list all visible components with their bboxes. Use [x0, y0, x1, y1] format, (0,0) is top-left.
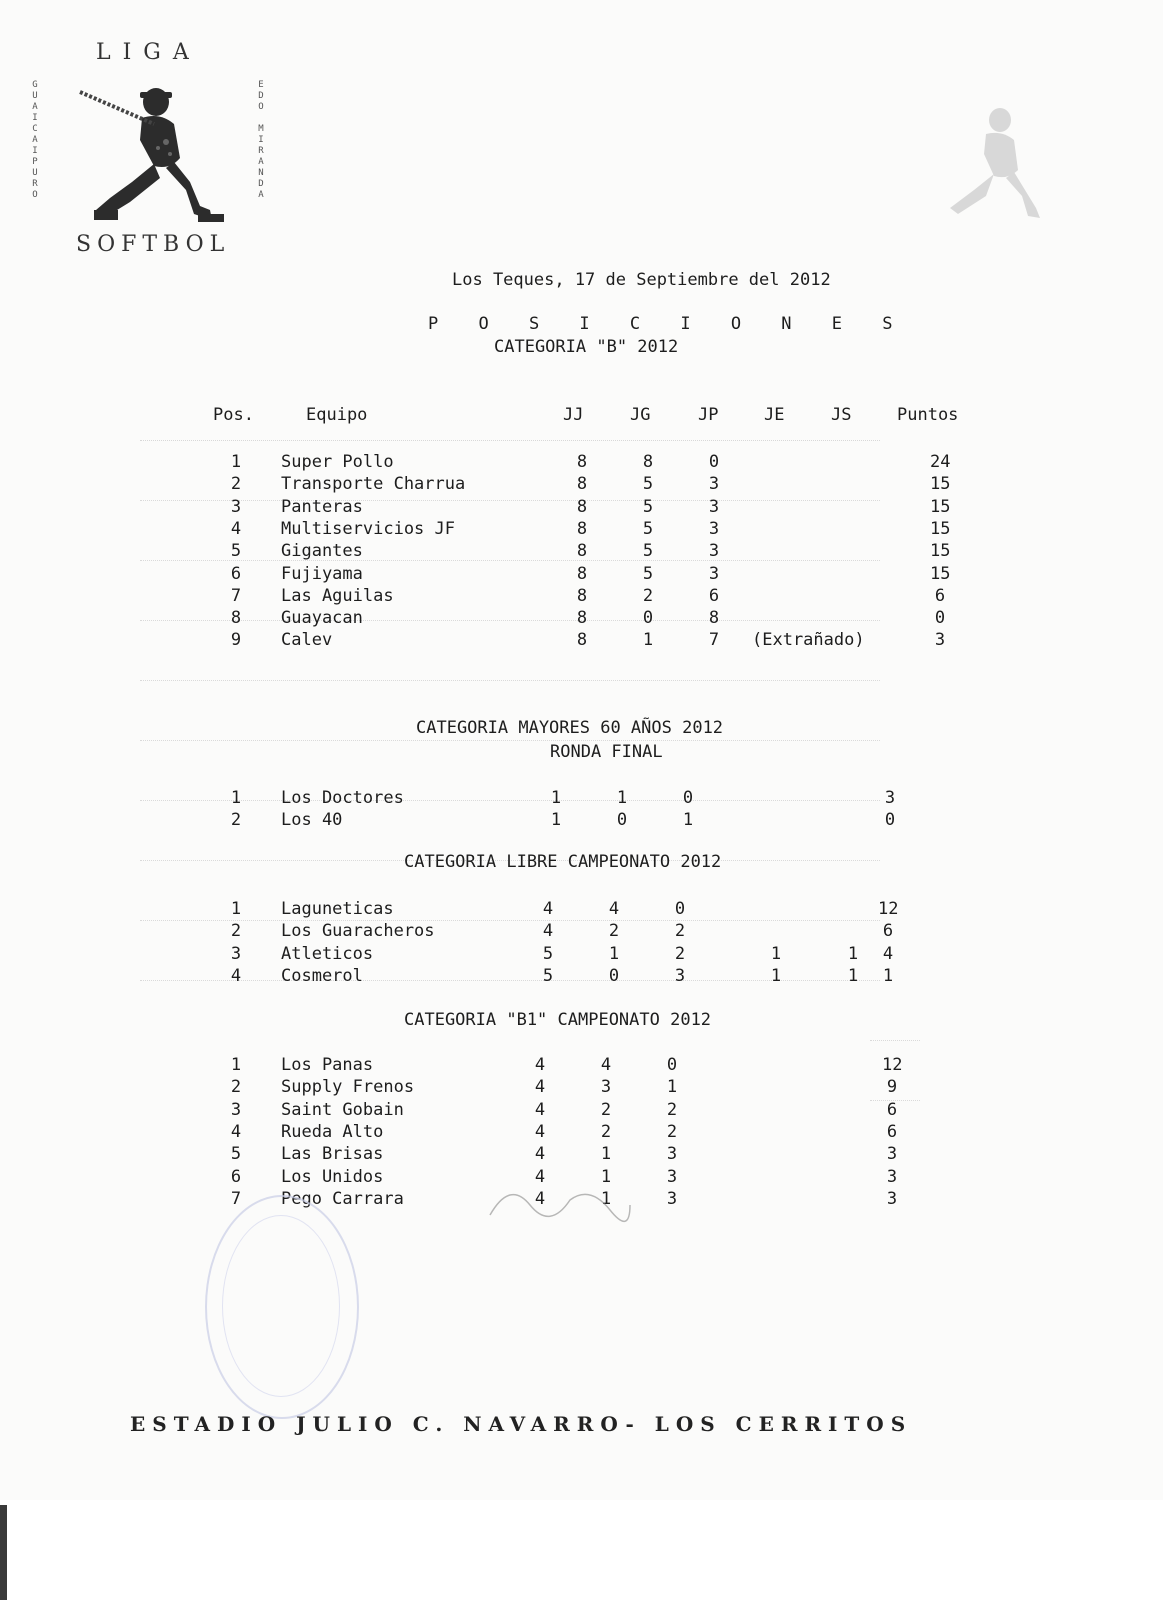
- team-cell: Supply Frenos: [281, 1077, 415, 1098]
- jj-cell: 8: [576, 518, 588, 539]
- jp-cell: 3: [708, 518, 720, 539]
- pos-cell: 8: [230, 608, 242, 629]
- points-cell: 3: [884, 788, 896, 808]
- jj-cell: 4: [542, 921, 554, 942]
- jg-cell: 0: [608, 965, 620, 986]
- jg-cell: 2: [642, 585, 654, 606]
- points-cell: 0: [934, 608, 946, 629]
- cat-mayores-subtitle: RONDA FINAL: [550, 742, 663, 762]
- points-cell: 9: [886, 1077, 898, 1098]
- jj-cell: 5: [542, 943, 554, 964]
- pos-cell: 7: [230, 585, 242, 606]
- team-cell: Saint Gobain: [281, 1099, 404, 1120]
- jg-cell: 5: [642, 563, 654, 584]
- team-cell: Transporte Charrua: [281, 474, 466, 495]
- team-cell: Los Panas: [281, 1055, 374, 1075]
- team-cell: Panteras: [281, 496, 363, 517]
- jg-cell: 5: [642, 496, 654, 517]
- pos-cell: 5: [230, 541, 242, 562]
- team-cell: Guayacan: [281, 608, 363, 629]
- js-cell: 1: [847, 943, 859, 964]
- col-jp: JP: [698, 405, 719, 425]
- jg-cell: 1: [600, 1144, 612, 1165]
- jp-cell: 2: [674, 921, 686, 942]
- pos-cell: 2: [230, 474, 242, 495]
- jp-cell: 8: [708, 608, 720, 629]
- team-cell: Rueda Alto: [281, 1121, 384, 1142]
- softball-batter-icon: [70, 78, 260, 230]
- points-cell: 15: [930, 563, 951, 584]
- jp-cell: 3: [674, 965, 686, 986]
- js-cell: 1: [847, 965, 859, 986]
- team-cell: Los Guaracheros: [281, 921, 435, 942]
- pos-cell: 4: [230, 518, 242, 539]
- jg-cell: 4: [608, 899, 620, 919]
- points-cell: 3: [934, 630, 946, 651]
- pos-cell: 7: [230, 1188, 242, 1209]
- jg-cell: 1: [600, 1188, 612, 1209]
- points-cell: 12: [882, 1055, 903, 1075]
- jj-cell: 8: [576, 541, 588, 562]
- col-puntos: Puntos: [897, 405, 959, 425]
- logo-right-vertical-text: E D O M I R A N D A: [258, 80, 264, 200]
- cat-libre-title: CATEGORIA LIBRE CAMPEONATO 2012: [404, 852, 722, 872]
- jp-cell: 0: [682, 788, 694, 808]
- col-js: JS: [831, 405, 852, 425]
- scan-edge: [0, 1505, 7, 1600]
- jj-cell: 4: [534, 1188, 546, 1209]
- team-cell: Las Aguilas: [281, 585, 394, 606]
- jj-cell: 5: [542, 965, 554, 986]
- pos-cell: 1: [230, 452, 242, 472]
- official-stamp-inner-ring: [222, 1215, 340, 1397]
- points-cell: 6: [934, 585, 946, 606]
- points-cell: 1: [882, 965, 894, 986]
- jp-cell: 7: [708, 630, 720, 651]
- jg-cell: 1: [616, 788, 628, 808]
- jj-cell: 4: [534, 1055, 546, 1075]
- points-cell: 24: [930, 452, 951, 472]
- jp-cell: 3: [666, 1188, 678, 1209]
- pos-cell: 6: [230, 1166, 242, 1187]
- jp-cell: 3: [666, 1144, 678, 1165]
- jj-cell: 4: [534, 1077, 546, 1098]
- points-cell: 15: [930, 518, 951, 539]
- jg-cell: 5: [642, 518, 654, 539]
- cat-b1-title: CATEGORIA "B1" CAMPEONATO 2012: [404, 1010, 712, 1030]
- jj-cell: 4: [534, 1144, 546, 1165]
- logo-left-vertical-text: G U A I C A I P U R O: [32, 80, 38, 200]
- jp-cell: 0: [674, 899, 686, 919]
- pos-cell: 2: [230, 1077, 242, 1098]
- logo-softbol-text: SOFTBOL: [76, 232, 231, 257]
- jp-cell: 3: [666, 1166, 678, 1187]
- col-jj: JJ: [563, 405, 584, 425]
- col-jg: JG: [630, 405, 651, 425]
- team-cell: Calev: [281, 630, 333, 651]
- jj-cell: 1: [550, 788, 562, 808]
- jp-cell: 2: [666, 1099, 678, 1120]
- date-line: Los Teques, 17 de Septiembre del 2012: [452, 270, 831, 290]
- scan-margin: [0, 1500, 1163, 1600]
- pos-cell: 3: [230, 1099, 242, 1120]
- je-cell: 1: [770, 943, 782, 964]
- signature: [480, 1175, 640, 1235]
- col-equipo: Equipo: [306, 405, 368, 425]
- bleed-through-logo: [890, 40, 1100, 254]
- jj-cell: 4: [534, 1121, 546, 1142]
- jg-cell: 1: [608, 943, 620, 964]
- jj-cell: 8: [576, 474, 588, 495]
- jg-cell: 0: [642, 608, 654, 629]
- cat-mayores-title: CATEGORIA MAYORES 60 AÑOS 2012: [416, 718, 724, 738]
- points-cell: 15: [930, 474, 951, 495]
- jj-cell: 8: [576, 496, 588, 517]
- jj-cell: 4: [534, 1166, 546, 1187]
- points-cell: 0: [884, 810, 896, 830]
- pos-cell: 2: [230, 810, 242, 830]
- team-cell: Fujiyama: [281, 563, 363, 584]
- page-title: P O S I C I O N E S: [428, 314, 908, 334]
- pos-cell: 5: [230, 1144, 242, 1165]
- jg-cell: 2: [608, 921, 620, 942]
- points-cell: 15: [930, 496, 951, 517]
- jj-cell: 8: [576, 563, 588, 584]
- col-je: JE: [764, 405, 785, 425]
- jg-cell: 5: [642, 541, 654, 562]
- points-cell: 12: [878, 899, 899, 919]
- jp-cell: 2: [674, 943, 686, 964]
- note-cell: (Extrañado): [752, 630, 865, 651]
- jg-cell: 8: [642, 452, 654, 472]
- team-cell: Los Doctores: [281, 788, 404, 808]
- team-cell: Los Unidos: [281, 1166, 384, 1187]
- jp-cell: 3: [708, 496, 720, 517]
- jg-cell: 1: [600, 1166, 612, 1187]
- jp-cell: 6: [708, 585, 720, 606]
- pos-cell: 1: [230, 788, 242, 808]
- team-cell: Multiservicios JF: [281, 518, 455, 539]
- jp-cell: 1: [682, 810, 694, 830]
- jj-cell: 4: [542, 899, 554, 919]
- jp-cell: 3: [708, 541, 720, 562]
- stadium-footer: ESTADIO JULIO C. NAVARRO- LOS CERRITOS: [130, 1412, 913, 1436]
- pos-cell: 1: [230, 1055, 242, 1075]
- col-pos: Pos.: [213, 405, 254, 425]
- pos-cell: 3: [230, 943, 242, 964]
- points-cell: 3: [886, 1188, 898, 1209]
- jj-cell: 8: [576, 608, 588, 629]
- team-cell: Atleticos: [281, 943, 374, 964]
- jg-cell: 0: [616, 810, 628, 830]
- jj-cell: 1: [550, 810, 562, 830]
- jp-cell: 2: [666, 1121, 678, 1142]
- points-cell: 3: [886, 1144, 898, 1165]
- jp-cell: 0: [708, 452, 720, 472]
- jj-cell: 8: [576, 630, 588, 651]
- jj-cell: 4: [534, 1099, 546, 1120]
- pos-cell: 9: [230, 630, 242, 651]
- team-cell: Las Brisas: [281, 1144, 384, 1165]
- jj-cell: 8: [576, 452, 588, 472]
- jg-cell: 2: [600, 1099, 612, 1120]
- jp-cell: 3: [708, 474, 720, 495]
- points-cell: 6: [886, 1121, 898, 1142]
- jj-cell: 8: [576, 585, 588, 606]
- points-cell: 3: [886, 1166, 898, 1187]
- team-cell: Super Pollo: [281, 452, 394, 472]
- jg-cell: 3: [600, 1077, 612, 1098]
- team-cell: Pego Carrara: [281, 1188, 404, 1209]
- jg-cell: 4: [600, 1055, 612, 1075]
- pos-cell: 6: [230, 563, 242, 584]
- pos-cell: 2: [230, 921, 242, 942]
- team-cell: Los 40: [281, 810, 343, 830]
- pos-cell: 4: [230, 965, 242, 986]
- jg-cell: 1: [642, 630, 654, 651]
- points-cell: 6: [882, 921, 894, 942]
- pos-cell: 4: [230, 1121, 242, 1142]
- pos-cell: 1: [230, 899, 242, 919]
- jg-cell: 5: [642, 474, 654, 495]
- cat-b-title: CATEGORIA "B" 2012: [494, 337, 679, 357]
- points-cell: 15: [930, 541, 951, 562]
- jp-cell: 1: [666, 1077, 678, 1098]
- je-cell: 1: [770, 965, 782, 986]
- points-cell: 6: [886, 1099, 898, 1120]
- team-cell: Gigantes: [281, 541, 363, 562]
- points-cell: 4: [882, 943, 894, 964]
- team-cell: Cosmerol: [281, 965, 363, 986]
- pos-cell: 3: [230, 496, 242, 517]
- jg-cell: 2: [600, 1121, 612, 1142]
- team-cell: Laguneticas: [281, 899, 394, 919]
- jp-cell: 0: [666, 1055, 678, 1075]
- jp-cell: 3: [708, 563, 720, 584]
- logo-liga-text: LIGA: [96, 40, 201, 65]
